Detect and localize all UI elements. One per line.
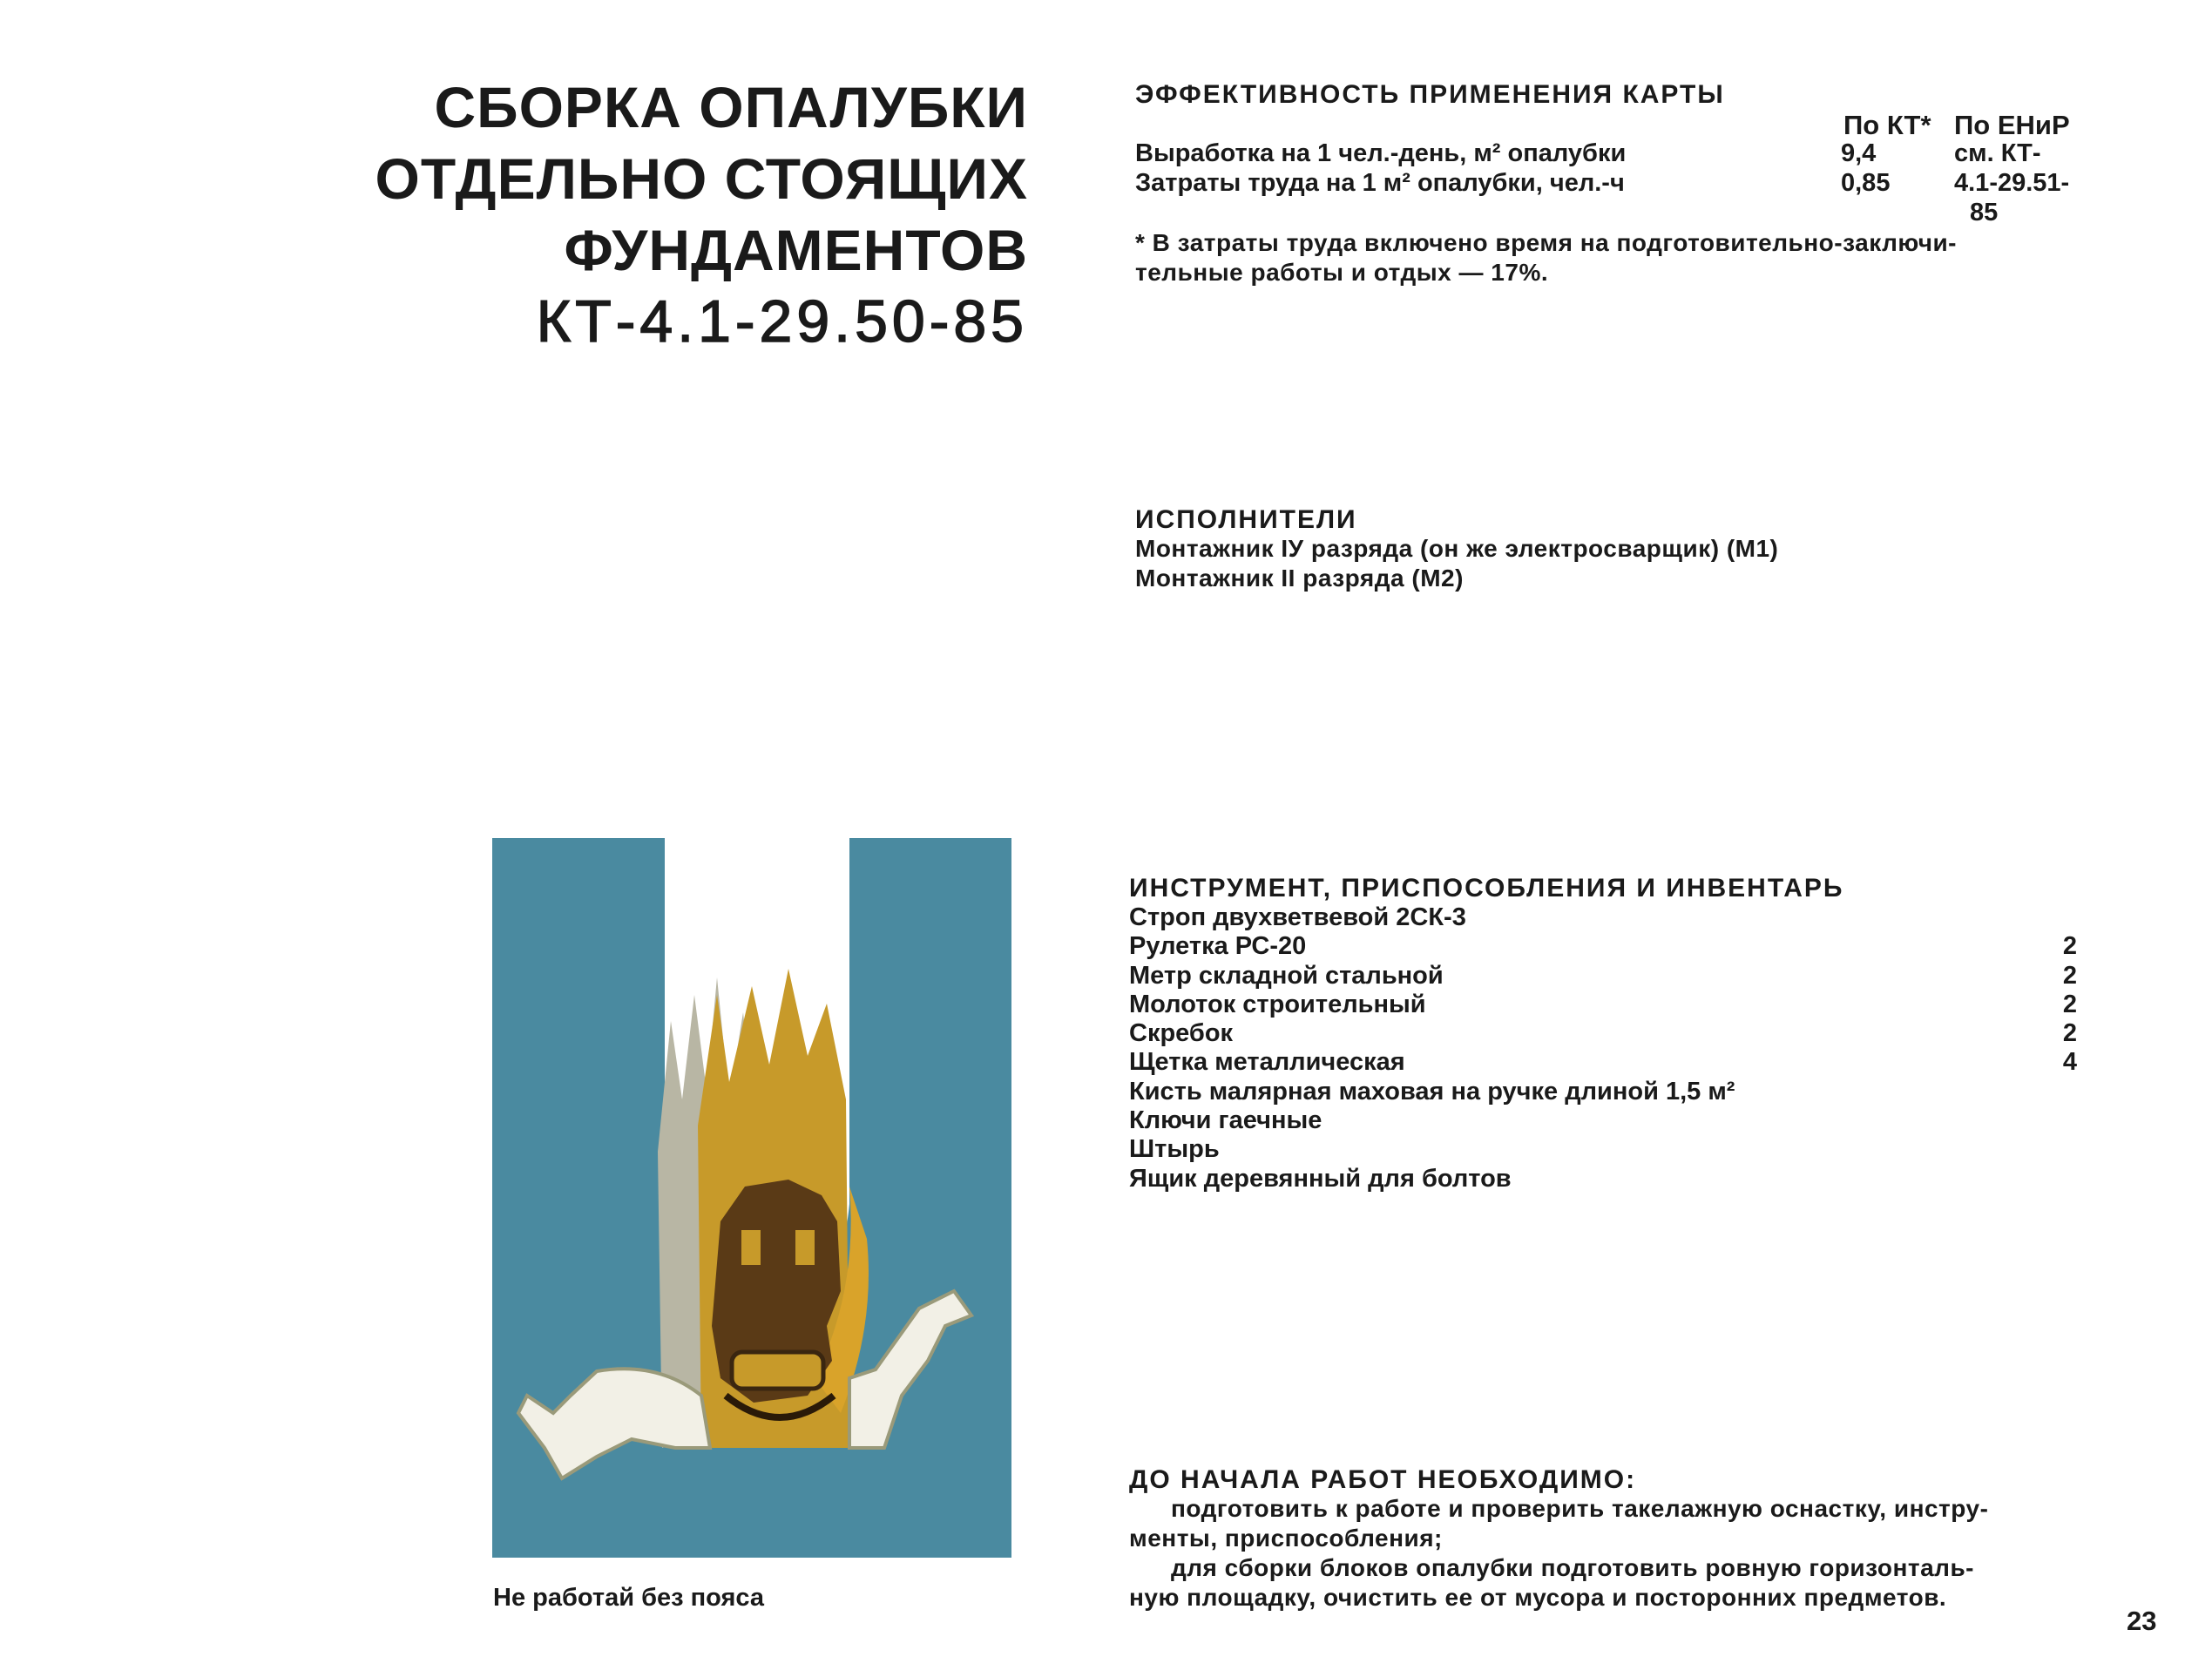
row-label: Выработка на 1 чел.-день, м² опалубки	[1135, 139, 1627, 167]
tool-name: Скребок	[1129, 1019, 1234, 1048]
efficiency-row	[1135, 169, 2085, 199]
before-work-text	[1129, 1494, 2096, 1613]
title-line-1: СБОРКА ОПАЛУБКИ	[434, 75, 1028, 139]
performers-list	[1135, 534, 2111, 593]
tool-item	[1129, 1048, 2087, 1077]
performer-item: Монтажник II разряда (М2)	[1135, 565, 1464, 592]
efficiency-heading: ЭФФЕКТИВНОСТЬ ПРИМЕНЕНИЯ КАРТЫ	[1135, 80, 1725, 109]
figure-eye-left	[741, 1230, 761, 1265]
before-work-p1-line1: подготовить к работе и проверить такелажную оснастку, инстру-	[1171, 1495, 1989, 1522]
row-label: Затраты труда на 1 м² опалубки, чел.-ч	[1135, 169, 1625, 197]
row-kt-value: 9,4	[1841, 139, 1877, 167]
tool-name: Метр складной стальной	[1129, 961, 1444, 990]
tool-item	[1129, 1078, 2087, 1106]
tool-item	[1129, 991, 2087, 1019]
row-enir-value: см. КТ-	[1954, 139, 2041, 167]
efficiency-row	[1135, 199, 2085, 228]
tool-item	[1129, 1165, 2087, 1194]
tool-item	[1129, 903, 2087, 932]
page-number: 23	[2127, 1606, 2157, 1636]
tool-name: Молоток строительный	[1129, 990, 1426, 1018]
tool-item	[1129, 1106, 2087, 1135]
before-work-heading: ДО НАЧАЛА РАБОТ НЕОБХОДИМО:	[1129, 1465, 1637, 1494]
row-kt-value: 0,85	[1841, 169, 1891, 197]
tool-qty: 2	[2062, 932, 2077, 961]
title-code: КТ-4.1-29.50-85	[536, 288, 1028, 355]
figure-mouth	[732, 1352, 823, 1389]
tool-qty: 2	[2062, 1019, 2077, 1048]
tool-item	[1129, 932, 2087, 961]
tool-name: Ящик деревянный для болтов	[1129, 1164, 1512, 1193]
tools-heading: ИНСТРУМЕНТ, ПРИСПОСОБЛЕНИЯ И ИНВЕНТАРЬ	[1129, 874, 1844, 903]
illustration-caption: Не работай без пояса	[493, 1584, 764, 1612]
performer-item: Монтажник IУ разряда (он же электросварщик) (М1)	[1135, 535, 1779, 562]
tool-item	[1129, 1019, 2087, 1048]
efficiency-footnote	[1135, 228, 2111, 287]
tool-name: Кисть малярная маховая на ручке длиной 1,5 м²	[1129, 1077, 1735, 1106]
tool-name: Строп двухветвевой 2СК-3	[1129, 903, 1466, 931]
row-enir-value: 4.1-29.51-	[1954, 169, 2070, 197]
tool-name: Ключи гаечные	[1129, 1106, 1322, 1135]
title-line-2: ОТДЕЛЬНО СТОЯЩИХ	[375, 146, 1028, 211]
tool-name: Щетка металлическая	[1129, 1048, 1405, 1077]
before-work-p1-line2: менты, приспособления;	[1129, 1525, 1443, 1552]
tool-qty: 2	[2062, 990, 2077, 1018]
before-work-p2-line2: ную площадку, очистить ее от мусора и посторонних предметов.	[1129, 1584, 1947, 1611]
title-line-3: ФУНДАМЕНТОВ	[564, 218, 1028, 282]
col-kt-header: По КТ*	[1843, 110, 1931, 140]
col-enir-header: По ЕНиР	[1954, 110, 2070, 140]
safety-poster-illustration	[492, 838, 1011, 1558]
tools-list	[1129, 903, 2087, 1194]
before-work-p2-line1: для сборки блоков опалубки подготовить ровную горизонталь-	[1171, 1554, 1974, 1581]
footnote-line-2: тельные работы и отдых — 17%.	[1135, 259, 1549, 286]
page-title	[366, 71, 1028, 357]
tool-qty: 4	[2062, 1048, 2077, 1077]
tool-name: Рулетка РС-20	[1129, 932, 1307, 961]
figure-eye-right	[795, 1230, 815, 1265]
tool-qty: 2	[2062, 961, 2077, 990]
tool-item	[1129, 962, 2087, 991]
row-enir-value: 85	[1970, 199, 1999, 227]
footnote-line-1: * В затраты труда включено время на подготовительно-заключи-	[1135, 229, 1957, 256]
tool-item	[1129, 1135, 2087, 1164]
efficiency-row	[1135, 139, 2085, 169]
performers-heading: ИСПОЛНИТЕЛИ	[1135, 505, 1357, 534]
tool-name: Штырь	[1129, 1135, 1220, 1164]
